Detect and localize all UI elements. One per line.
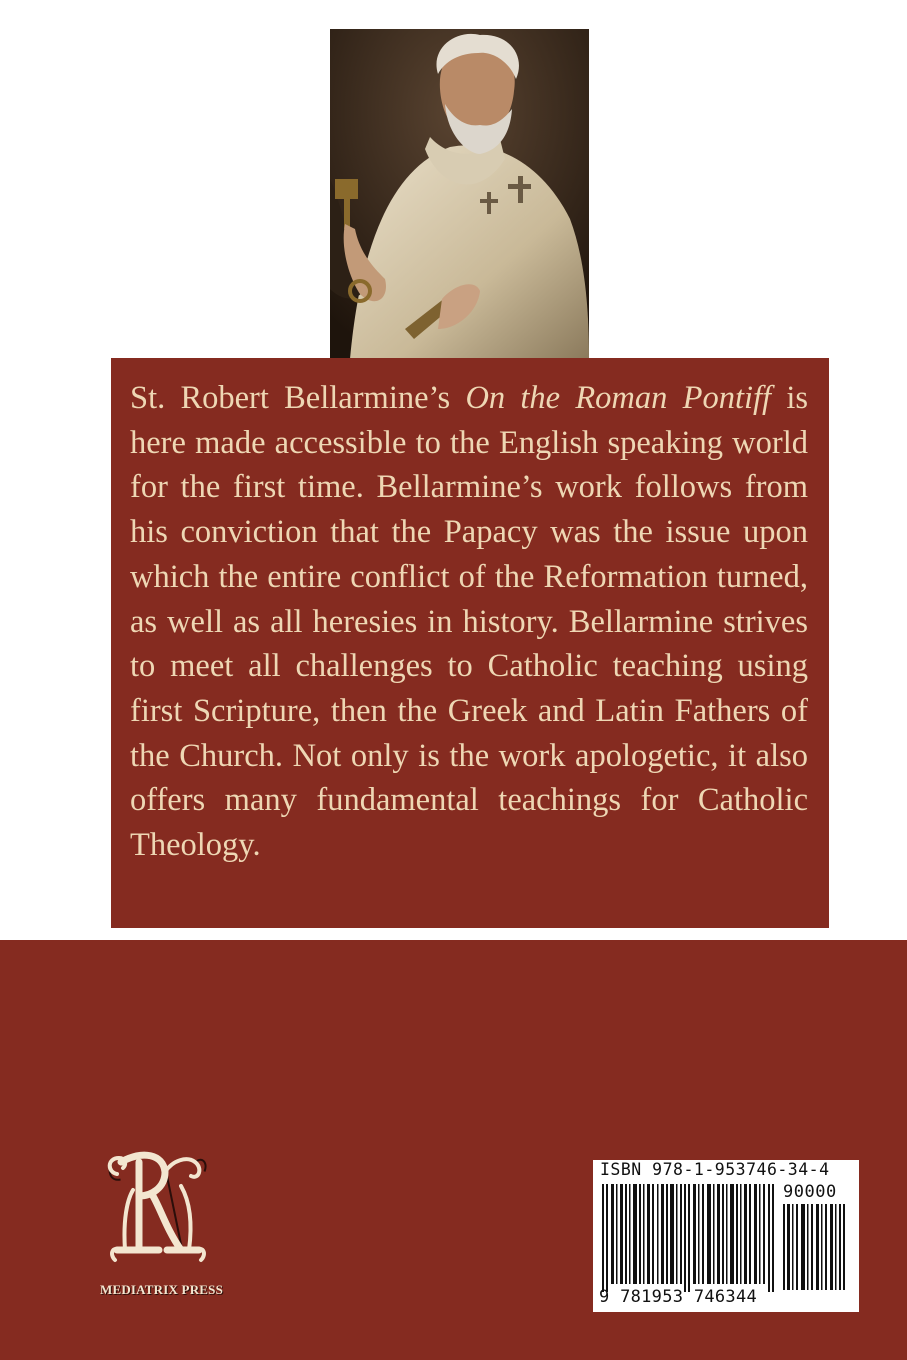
blurb-text xyxy=(130,376,808,868)
publisher-logo xyxy=(103,1150,213,1270)
barcode-digits: 9 781953 746344 xyxy=(599,1287,758,1307)
isbn-barcode xyxy=(593,1160,859,1312)
blurb-body: is here made accessible to the English speaking world for the first time. Bellarmine’s work follows from his conviction that the Papacy was the issue upon which the entire conflict of the Reformation turned, as well as all heresies in history. Bellarmine strives to meet all challenges to Catholic teaching using first Scripture, then the Greek and Latin Fathers of the Church. Not only is the work apologetic, it also offers many fundamental teachings for Catholic Theology. xyxy=(130,380,808,864)
mr-monogram-icon xyxy=(103,1150,213,1270)
blurb-box xyxy=(111,358,829,928)
barcode-bars-icon xyxy=(602,1184,774,1292)
cover-painting xyxy=(330,29,589,359)
book-title: On the Roman Pontiff xyxy=(465,380,772,416)
addon-barcode-icon xyxy=(783,1204,845,1290)
blurb-prefix: St. Robert Bellarmine’s xyxy=(130,380,466,416)
isbn-label: ISBN 978-1-953746-34-4 xyxy=(600,1160,830,1179)
publisher-name: MEDIATRIX PRESS xyxy=(99,1282,224,1297)
price-code: 90000 xyxy=(783,1182,837,1202)
